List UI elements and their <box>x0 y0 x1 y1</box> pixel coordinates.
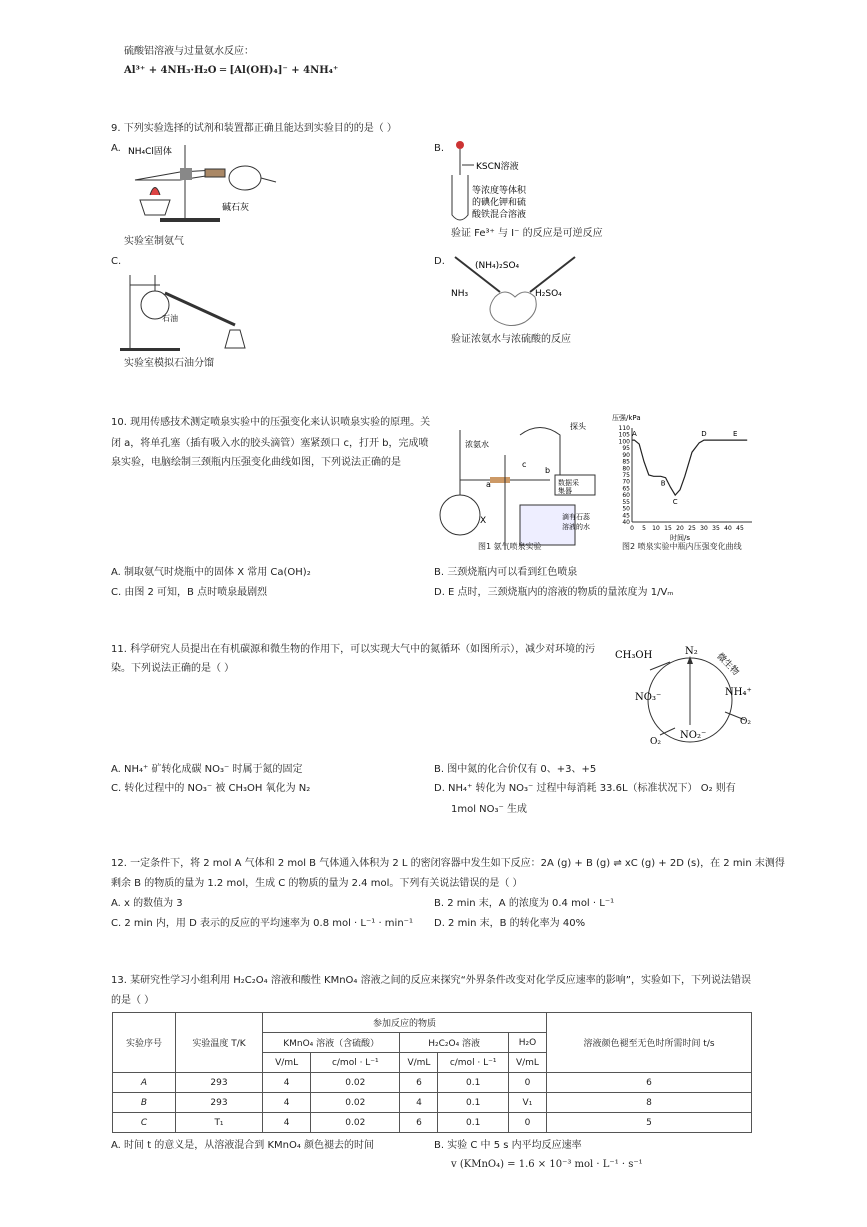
table-cell: 293 <box>176 1093 263 1113</box>
o2-right-label: O₂ <box>740 717 751 727</box>
table-row <box>113 1113 752 1133</box>
q10-option-b: B. 三颈烧瓶内可以看到红色喷泉 <box>434 567 578 578</box>
y-tick-label: 45 <box>622 512 630 520</box>
point-label-d: D <box>701 430 707 439</box>
table-row <box>113 1073 752 1093</box>
table-cell: 4 <box>400 1093 438 1113</box>
sub-header: c/mol · L⁻¹ <box>311 1053 400 1073</box>
point-label-a: A <box>632 430 637 439</box>
y-tick-label: 100 <box>618 438 630 446</box>
q9-option-d-letter: D. <box>434 256 445 267</box>
fig2-caption: 图2 喷泉实验中瓶内压强变化曲线 <box>622 542 742 551</box>
table-cell: 0.02 <box>311 1093 400 1113</box>
x-tick-label: 35 <box>712 525 720 532</box>
y-tick-label: 90 <box>622 451 630 459</box>
pressure-chart <box>610 410 760 545</box>
table-cell: 0.1 <box>438 1073 508 1093</box>
solid-x-label: X <box>480 516 487 526</box>
q9-option-a-caption: 实验室制氨气 <box>124 236 184 247</box>
q12-stem-1: 12. 一定条件下，将 2 mol A 气体和 2 mol B 气体通入体积为 2 L 的密闭容器中发生如下反应：2A (g) + B (g) ⇌ xC (g) + 2D (s)，在 2 min 末测得 <box>111 858 785 869</box>
chart-xlabel: 时间/s <box>670 534 691 542</box>
q9-option-a-letter: A. <box>111 143 121 154</box>
q9-option-c-letter: C. <box>111 256 122 267</box>
table-cell: 5 <box>547 1113 752 1133</box>
header-seq: 实验序号 <box>113 1013 176 1073</box>
ammonia-prep-apparatus <box>120 140 280 230</box>
mix-label-1: 等浓度等体积 <box>472 186 527 196</box>
nh4-label: NH₄⁺ <box>725 687 752 698</box>
collector-label-1: 数据采 <box>558 479 579 487</box>
nitrogen-cycle-diagram <box>605 640 765 750</box>
q11-stem-2: 染。下列说法正确的是（ ） <box>111 663 235 674</box>
top-equation: Al³⁺ + 4NH₃·H₂O ═ [Al(OH)₄]⁻ + 4NH₄⁺ <box>124 65 339 76</box>
nh3-label: NH₃ <box>451 289 469 299</box>
x-tick-label: 5 <box>642 525 646 532</box>
table-cell: 0 <box>508 1113 546 1133</box>
probe-label: 探头 <box>570 422 586 431</box>
q11-option-c: C. 转化过程中的 NO₃⁻ 被 CH₃OH 氧化为 N₂ <box>111 783 311 794</box>
conc-ammonia-label: 浓氨水 <box>465 440 489 449</box>
table-row <box>113 1093 752 1113</box>
kscn-label: KSCN溶液 <box>476 162 519 172</box>
table-cell: T₁ <box>176 1113 263 1133</box>
soda-lime-label: 碱石灰 <box>222 203 250 213</box>
header-h2c2o4: H₂C₂O₄ 溶液 <box>400 1033 508 1053</box>
y-tick-label: 50 <box>622 505 630 513</box>
ch3oh-label: CH₃OH <box>615 650 653 661</box>
microbe-label: 微生物 <box>714 651 741 678</box>
q13-stem-1: 13. 某研究性学习小组利用 H₂C₂O₄ 溶液和酸性 KMnO₄ 溶液之间的反应来探究“外界条件改变对化学反应速率的影响”，实验如下，下列说法错误 <box>111 975 751 986</box>
table-cell: B <box>113 1093 176 1113</box>
table-cell: 6 <box>547 1073 752 1093</box>
header-time: 溶液颜色褪至无色时所需时间 t/s <box>547 1013 752 1073</box>
q12-option-b: B. 2 min 末，A 的浓度为 0.4 mol · L⁻¹ <box>434 898 615 909</box>
pressure-series-line <box>632 440 747 495</box>
q12-option-a: A. x 的数值为 3 <box>111 898 183 909</box>
n2-label: N₂ <box>685 646 698 657</box>
no3-label: NO₃⁻ <box>635 692 662 703</box>
fountain-apparatus <box>430 415 610 555</box>
q9-option-c-caption: 实验室模拟石油分馏 <box>124 358 214 369</box>
q10-option-c: C. 由图 2 可知，B 点时喷泉最剧烈 <box>111 587 268 598</box>
table-cell: 8 <box>547 1093 752 1113</box>
y-tick-label: 85 <box>622 458 630 466</box>
header-kmno4: KMnO₄ 溶液（含硫酸） <box>263 1033 400 1053</box>
sub-header: c/mol · L⁻¹ <box>438 1053 508 1073</box>
y-tick-label: 95 <box>622 445 630 453</box>
mix-label-3: 酸铁混合溶液 <box>472 210 527 220</box>
y-tick-label: 75 <box>622 472 630 479</box>
table-cell: 4 <box>263 1073 311 1093</box>
table-cell: 6 <box>400 1113 438 1133</box>
chart-ylabel: 压强/kPa <box>612 414 641 422</box>
y-tick-label: 60 <box>622 492 630 500</box>
q13-stem-2: 的是（ ） <box>111 995 155 1006</box>
y-tick-label: 70 <box>622 478 630 486</box>
q11-option-b: B. 图中氮的化合价仅有 0、+3、+5 <box>434 764 597 775</box>
point-label-c: C <box>672 498 678 507</box>
table-cell: 0.02 <box>311 1073 400 1093</box>
q11-option-d-line2: 1mol NO₃⁻ 生成 <box>451 804 527 815</box>
neck-c-label: c <box>522 460 527 469</box>
h2so4-label: H₂SO₄ <box>535 289 562 299</box>
y-tick-label: 55 <box>622 498 630 506</box>
water-label-1: 滴有石蕊 <box>562 513 590 521</box>
petroleum-label: 石油 <box>162 314 178 323</box>
no2-label: NO₂⁻ <box>680 730 707 741</box>
valve-a-label: a <box>486 480 491 489</box>
point-label-b: B <box>660 479 666 488</box>
x-tick-label: 0 <box>630 525 634 532</box>
q9-stem: 9. 下列实验选择的试剂和装置都正确且能达到实验目的的是（ ） <box>111 123 397 134</box>
mix-label-2: 的碘化钾和硫 <box>472 198 527 208</box>
distillation-apparatus <box>120 255 260 355</box>
ammonium-sulfate-label: (NH₄)₂SO₄ <box>475 261 520 271</box>
collector-label-2: 集器 <box>558 487 572 495</box>
q9-option-d-caption: 验证浓氨水与浓硫酸的反应 <box>451 334 571 345</box>
y-tick-label: 80 <box>622 465 630 473</box>
table-cell: 6 <box>400 1073 438 1093</box>
sub-header: V/mL <box>263 1053 311 1073</box>
header-reactants: 参加反应的物质 <box>263 1013 547 1033</box>
table-cell: 4 <box>263 1093 311 1113</box>
table-cell: V₁ <box>508 1093 546 1113</box>
y-tick-label: 110 <box>618 425 630 432</box>
table-cell: C <box>113 1113 176 1133</box>
experiment-table <box>112 1012 752 1133</box>
sub-header: V/mL <box>400 1053 438 1073</box>
x-tick-label: 30 <box>700 525 708 532</box>
ammonia-acid-reaction <box>445 252 585 332</box>
q12-option-d: D. 2 min 末，B 的转化率为 40% <box>434 918 586 929</box>
q12-stem-2: 剩余 B 的物质的量为 1.2 mol，生成 C 的物质的量为 2.4 mol。下列有关说法错误的是（ ） <box>111 878 523 889</box>
x-tick-label: 45 <box>736 525 744 532</box>
q13-option-a: A. 时间 t 的意义是，从溶液混合到 KMnO₄ 颜色褪去的时间 <box>111 1140 375 1151</box>
q10-stem-2: 闭 a，将单孔塞（插有吸入水的胶头滴管）塞紧颈口 c，打开 b，完成喷 <box>111 438 429 449</box>
y-tick-label: 40 <box>622 519 630 526</box>
q10-stem-3: 泉实验，电脑绘制三颈瓶内压强变化曲线如图，下列说法正确的是 <box>111 457 401 468</box>
water-label-2: 溶液的水 <box>562 523 590 531</box>
q10-stem-1: 10. 现用传感技术测定喷泉实验中的压强变化来认识喷泉实验的原理。关 <box>111 417 431 428</box>
q9-option-b-letter: B. <box>434 143 445 154</box>
x-tick-label: 40 <box>724 525 732 532</box>
q10-option-a: A. 制取氨气时烧瓶中的固体 X 常用 Ca(OH)₂ <box>111 567 311 578</box>
valve-b-label: b <box>545 466 551 475</box>
table-cell: A <box>113 1073 176 1093</box>
header-temp: 实验温度 T/K <box>176 1013 263 1073</box>
top-label: 硫酸铝溶液与过量氨水反应： <box>124 46 254 57</box>
table-cell: 293 <box>176 1073 263 1093</box>
sub-header: V/mL <box>508 1053 546 1073</box>
table-cell: 0.02 <box>311 1113 400 1133</box>
table-cell: 0.1 <box>438 1113 508 1133</box>
y-tick-label: 105 <box>618 431 630 439</box>
q13-option-b-line2: v (KMnO₄) = 1.6 × 10⁻³ mol · L⁻¹ · s⁻¹ <box>451 1159 643 1170</box>
q11-option-d-line1: D. NH₄⁺ 转化为 NO₃⁻ 过程中每消耗 33.6L（标准状况下） O₂ 则有 <box>434 783 736 794</box>
table-cell: 4 <box>263 1113 311 1133</box>
q11-option-a: A. NH₄⁺ 矿转化成碳 NO₃⁻ 时属于氮的固定 <box>111 764 303 775</box>
x-tick-label: 10 <box>652 525 660 532</box>
nh4cl-label: NH₄Cl固体 <box>128 147 172 157</box>
fig1-caption: 图1 氨气喷泉实验 <box>478 542 542 551</box>
q10-option-d: D. E 点时，三颈烧瓶内的溶液的物质的量浓度为 1/Vₘ <box>434 587 674 598</box>
table-cell: 0 <box>508 1073 546 1093</box>
point-label-e: E <box>732 430 738 439</box>
table-cell: 0.1 <box>438 1093 508 1113</box>
y-tick-label: 65 <box>622 485 630 493</box>
x-tick-label: 15 <box>664 525 672 532</box>
o2-left-label: O₂ <box>650 737 661 747</box>
q13-option-b-line1: B. 实验 C 中 5 s 内平均反应速率 <box>434 1140 582 1151</box>
x-tick-label: 25 <box>688 525 696 532</box>
test-tube-apparatus <box>440 135 580 230</box>
q11-stem-1: 11. 科学研究人员提出在有机碳源和微生物的作用下，可以实现大气中的氮循环（如图所示），减少对环境的污 <box>111 644 596 655</box>
header-h2o: H₂O <box>508 1033 546 1053</box>
q12-option-c: C. 2 min 内，用 D 表示的反应的平均速率为 0.8 mol · L⁻¹ · min⁻¹ <box>111 918 413 929</box>
x-tick-label: 20 <box>676 525 684 532</box>
q9-option-b-caption: 验证 Fe³⁺ 与 I⁻ 的反应是可逆反应 <box>451 228 603 239</box>
